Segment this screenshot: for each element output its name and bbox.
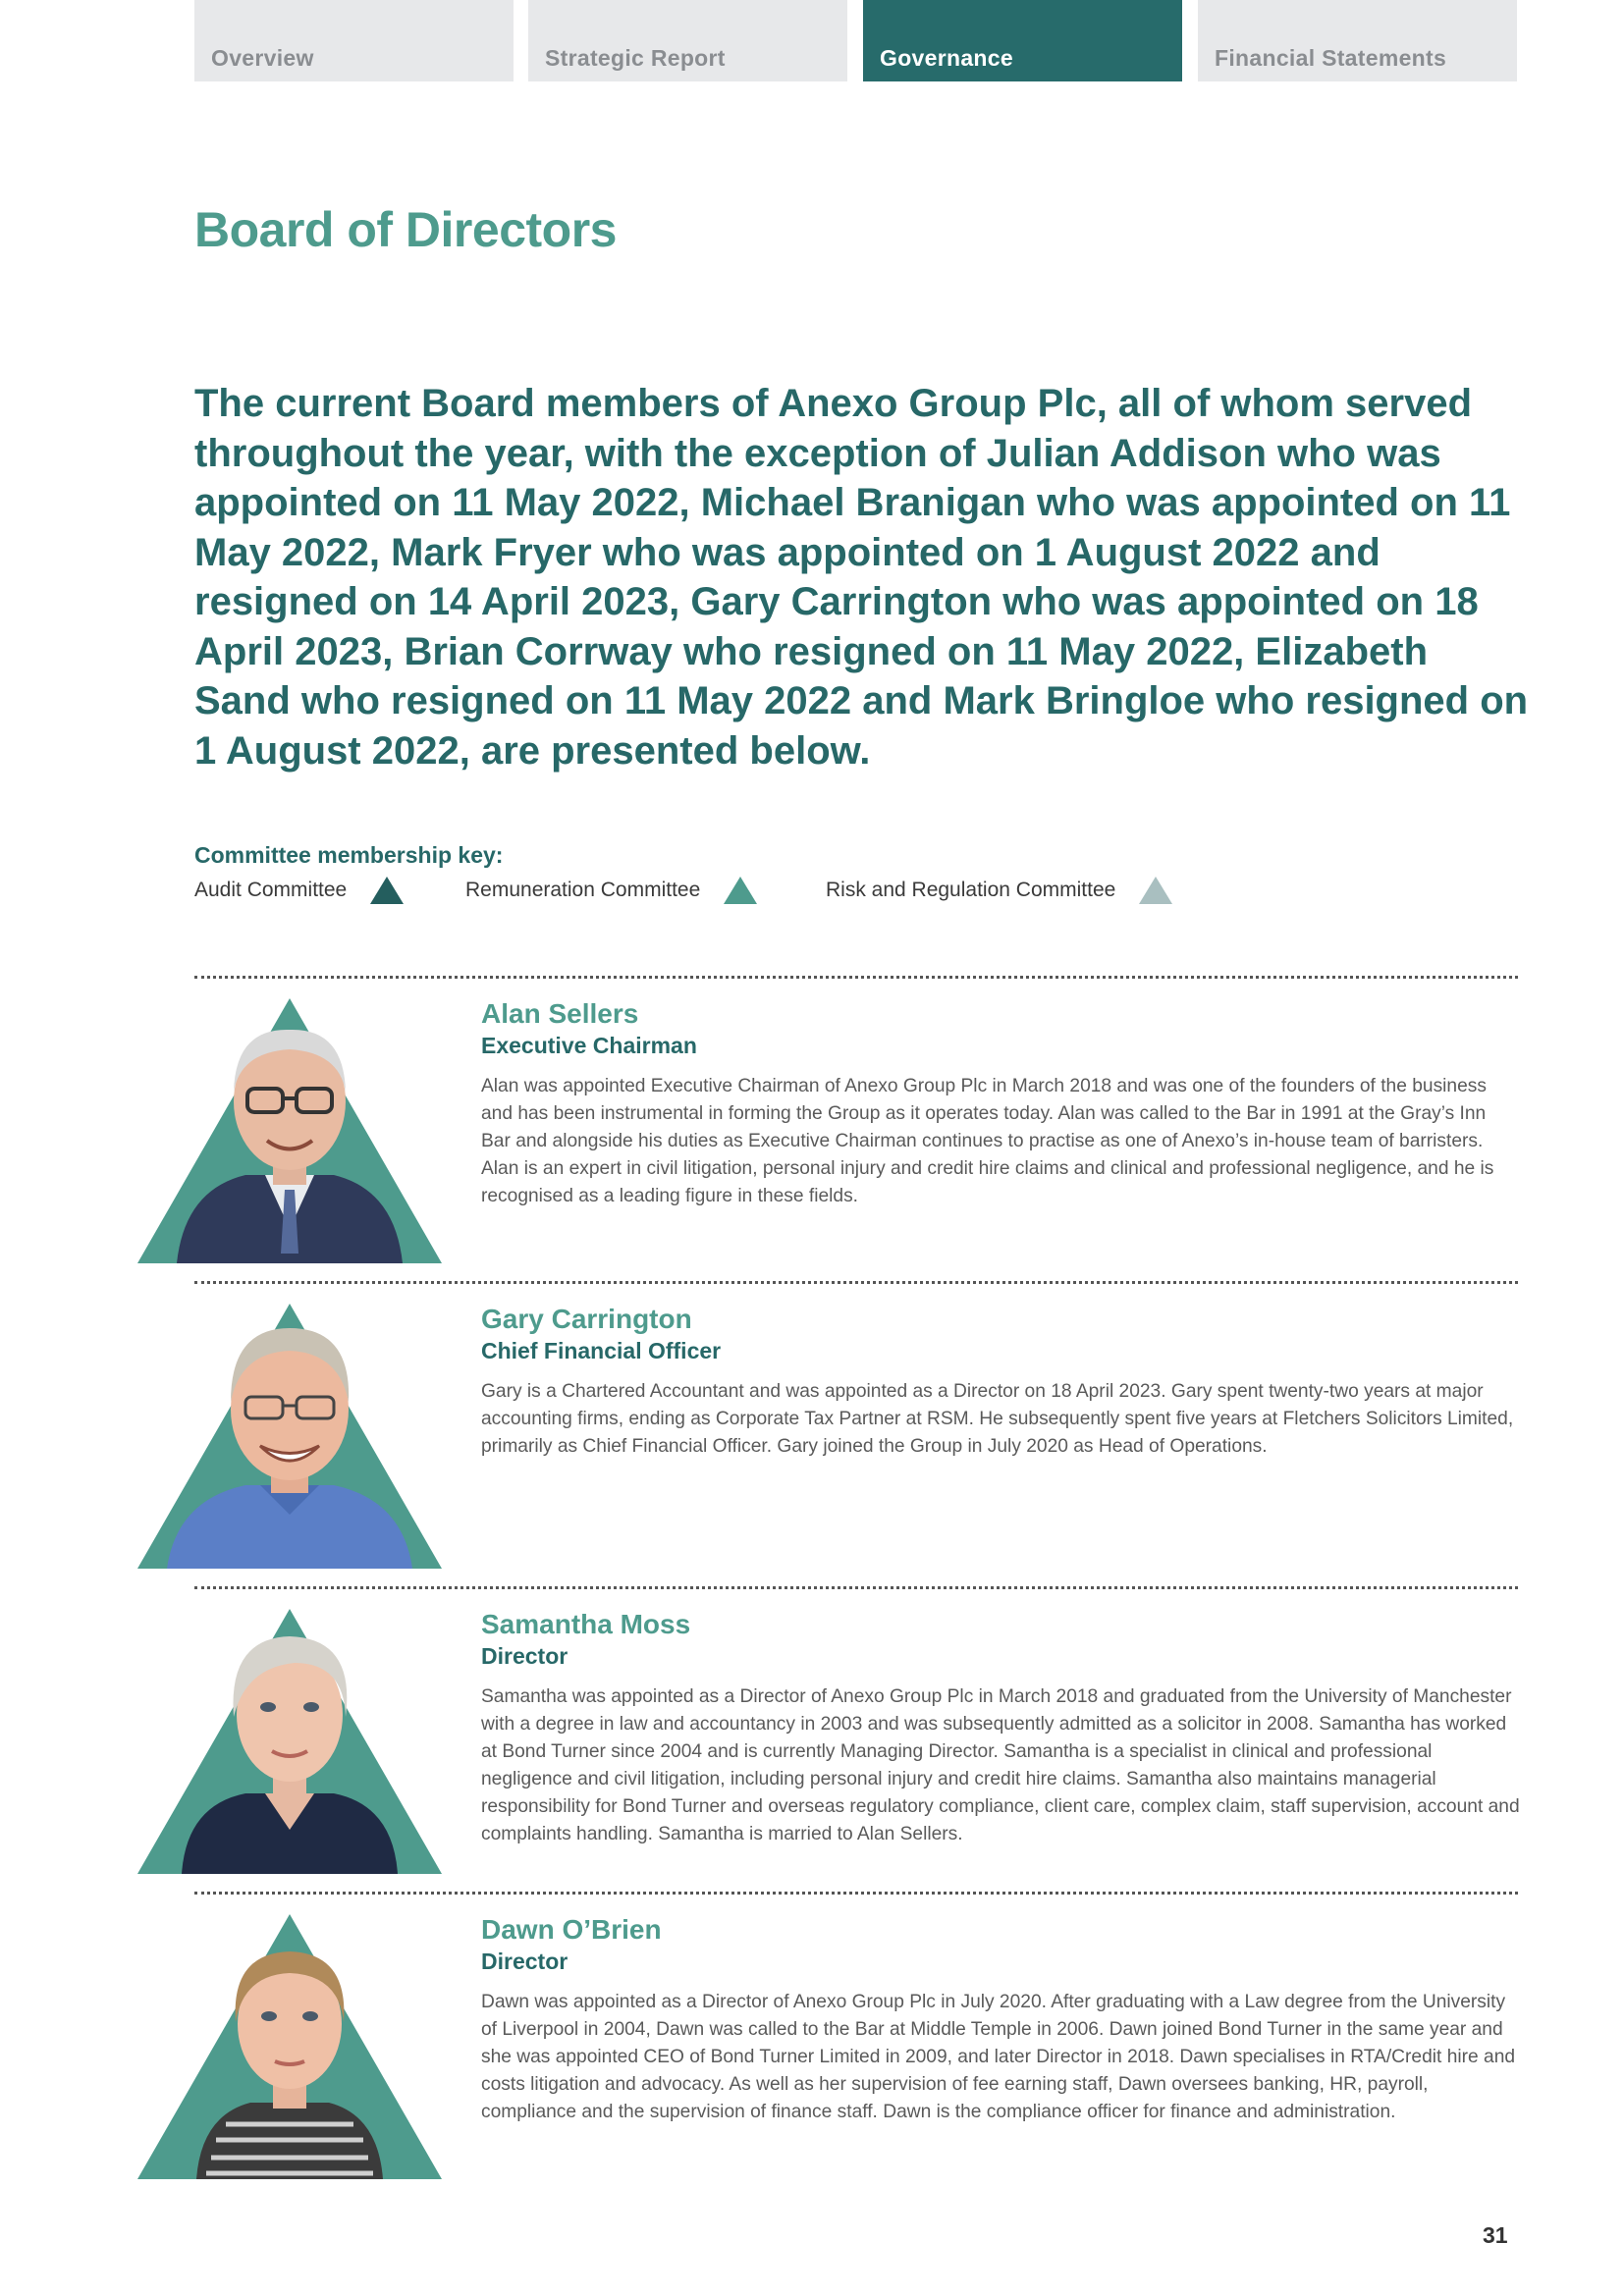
key-audit-committee xyxy=(194,877,404,904)
director-bio: Gary is a Chartered Accountant and was appointed as a Director on 18 April 2023. Gary spent twenty-two years at major accounting firms, ending as Corporate Tax Partner at RSM. He subsequently spent five years at Fletchers Solicitors Limited, primarily as Chief Financial Officer. Gary joined the Group in July 2020 as Head of Operations. xyxy=(481,1381,1514,1457)
committee-key-title: Committee membership key: xyxy=(194,842,504,868)
tab-overview[interactable]: Overview xyxy=(194,0,514,81)
key-label: Risk and Regulation Committee xyxy=(826,879,1116,901)
director-role: Executive Chairman xyxy=(481,1033,697,1058)
director-name: Alan Sellers xyxy=(481,998,639,1029)
tab-strategic-report[interactable]: Strategic Report xyxy=(528,0,847,81)
section-tabs xyxy=(194,0,1518,81)
key-remuneration-committee xyxy=(465,877,757,904)
director-bio: Alan was appointed Executive Chairman of Anexo Group Plc in March 2018 and was one of the founders of the business and has been instrumental in forming the Group as it operates today. Alan was called to the Bar in 1991 at the Gray’s Inn Bar and alongside his duties as Executive Chairman continues to practise as one of Anexo’s in-house team of barristers. Alan is an expert in civil litigation, personal injury and credit hire claims and clinical and professional negligence, and he is recognised as a leading figure in these fields. xyxy=(481,1076,1494,1206)
director-name: Samantha Moss xyxy=(481,1609,691,1639)
director-card xyxy=(0,1895,1624,2189)
key-risk-committee xyxy=(826,877,1172,904)
director-card xyxy=(0,1284,1624,1578)
director-photo-dawn-obrien xyxy=(137,1914,442,2179)
page-title: Board of Directors xyxy=(194,202,617,257)
intro-paragraph: The current Board members of Anexo Group Plc, all of whom served throughout the year, with the exception of Julian Addison who was appointed on 11 May 2022, Michael Branigan who was appointed on 11 May 2022, Mark Fryer who was appointed on 1 August 2022 and resigned on 14 April 2023, Gary Carrington who was appointed on 18 April 2023, Brian Corrway who resigned on 11 May 2022, Elizabeth Sand who resigned on 11 May 2022 and Mark Bringloe who resigned on 1 August 2022, are presented below. xyxy=(194,382,1529,773)
director-role: Director xyxy=(481,1949,568,1974)
key-label: Remuneration Committee xyxy=(465,879,701,901)
director-name: Gary Carrington xyxy=(481,1304,692,1334)
tab-financial-statements[interactable]: Financial Statements xyxy=(1198,0,1517,81)
director-photo-alan-sellers xyxy=(137,998,442,1263)
tab-governance[interactable]: Governance xyxy=(863,0,1182,81)
director-role: Chief Financial Officer xyxy=(481,1338,722,1363)
director-card xyxy=(0,1589,1624,1884)
director-role: Director xyxy=(481,1643,568,1669)
key-label: Audit Committee xyxy=(194,879,348,901)
director-card xyxy=(0,979,1624,1273)
triangle-icon xyxy=(724,877,757,904)
director-bio: Dawn was appointed as a Director of Anexo Group Plc in July 2020. After graduating with a Law degree from the University of Liverpool in 2004, Dawn was called to the Bar at Middle Temple in 2006. Dawn joined Bond Turner in the same year and she was appointed CEO of Bond Turner Limited in 2009, and later Director in 2018. Dawn specialises in RTA/Credit hire and costs litigation and advocacy. As well as her supervision of fee earning staff, Dawn oversees banking, HR, payroll, compliance and the supervision of finance staff. Dawn is the compliance officer for finance and administration. xyxy=(481,1992,1516,2122)
director-photo-gary-carrington xyxy=(137,1304,442,1569)
director-bio: Samantha was appointed as a Director of Anexo Group Plc in March 2018 and graduated from the University of Manchester with a degree in law and accountancy in 2003 and was subsequently admitted as a solicitor in 2008. Samantha has worked at Bond Turner since 2004 and is currently Managing Director. Samantha is a specialist in clinical and professional negligence and civil litigation, including personal injury and credit hire claims. Samantha also maintains managerial responsibility for Bond Turner and overseas regulatory compliance, client care, complex claim, staff supervision, account and complaints handling. Samantha is married to Alan Sellers. xyxy=(481,1686,1520,1844)
director-name: Dawn O’Brien xyxy=(481,1914,662,1945)
director-photo-samantha-moss xyxy=(137,1609,442,1874)
triangle-icon xyxy=(370,877,404,904)
page-number: 31 xyxy=(1483,2222,1508,2248)
triangle-icon xyxy=(1139,877,1172,904)
